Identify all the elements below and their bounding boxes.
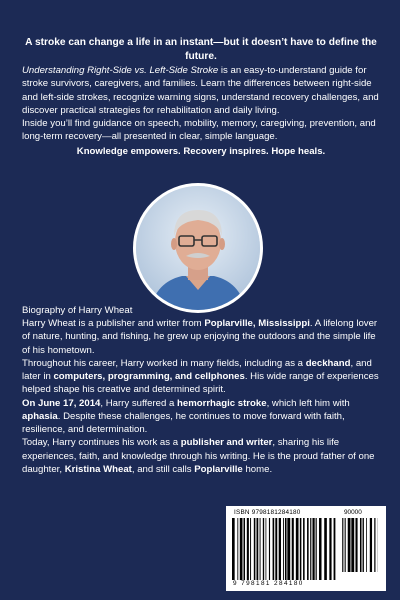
bio-bold: deckhand xyxy=(305,357,351,369)
bio-text: Today, Harry continues his work as a xyxy=(22,437,181,449)
bio-title: Biography of Harry Wheat xyxy=(22,305,133,316)
inside-text: Inside you’ll find guidance on speech, mobility, memory, caregiving, prevention, and long-term recovery—all presented in clear, simple language. xyxy=(22,118,376,143)
blurb-description xyxy=(22,64,380,117)
headline: A stroke can change a life in an instant—but it doesn’t have to define the future. xyxy=(25,37,377,63)
bio-text: . His wide range of experiences helped shape his creative and determined spirit. xyxy=(22,371,379,396)
bio-bold: computers, programming, and cellphones xyxy=(53,371,245,383)
bio-bold: aphasia xyxy=(22,410,58,422)
price-code: 90000 xyxy=(344,509,362,516)
bio-text: . Despite these challenges, he continues to move forward with faith, resilience, and determination. xyxy=(22,410,345,436)
barcode-box xyxy=(226,506,386,591)
bio-text: home. xyxy=(242,463,273,475)
bio-text: , Harry suffered a xyxy=(100,397,177,409)
bio-text: , sharing his life experiences, faith, and knowledge through his writing. He is the proud father of one daughter, xyxy=(22,437,375,475)
bio-paragraph-4 xyxy=(22,436,382,476)
bio-paragraph-1 xyxy=(22,317,382,357)
bio-text: , and later in xyxy=(22,357,372,383)
bio-paragraph-2 xyxy=(22,357,382,397)
bio-bold: Poplarville, Mississippi xyxy=(204,318,310,330)
bio-text: Throughout his career, Harry worked in many fields, including as a xyxy=(22,357,306,369)
description-text: is an easy-to-understand guide for stroke survivors, caregivers, and families. Learn the differences between right-side and left-side strokes, recognize warning signs, understand recovery challenges, and discover practical strategies for rehabilitation and daily living. xyxy=(22,65,379,116)
blurb xyxy=(22,36,380,158)
closing-line: Knowledge empowers. Recovery inspires. Hope heals. xyxy=(76,145,326,157)
bio-bold: hemorrhagic stroke xyxy=(177,397,267,409)
bio-text: , which left him with xyxy=(266,397,350,409)
isbn-digits: 9 798181 284180 xyxy=(233,580,304,587)
bio-text: Harry Wheat is a publisher and writer from xyxy=(22,318,205,330)
book-title: Understanding Right-Side vs. Left-Side Stroke xyxy=(22,65,219,77)
price-barcode-icon xyxy=(342,518,378,572)
isbn-label: ISBN 9798181284180 xyxy=(234,509,301,516)
biography xyxy=(22,304,382,476)
bio-bold: Poplarville xyxy=(194,463,243,475)
bio-paragraph-3 xyxy=(22,397,382,437)
bio-text: , and still calls xyxy=(131,463,195,475)
bio-bold: publisher and writer xyxy=(180,437,273,449)
bio-bold: Kristina Wheat xyxy=(64,463,132,475)
portrait-icon xyxy=(136,186,260,310)
barcode-icon xyxy=(232,518,336,580)
bio-text: . A lifelong lover of nature, hunting, and fishing, he grew up enjoying the outdoors and the simple life of his hometown. xyxy=(22,318,378,356)
bio-bold: On June 17, 2014 xyxy=(22,397,101,409)
author-portrait xyxy=(133,183,263,313)
